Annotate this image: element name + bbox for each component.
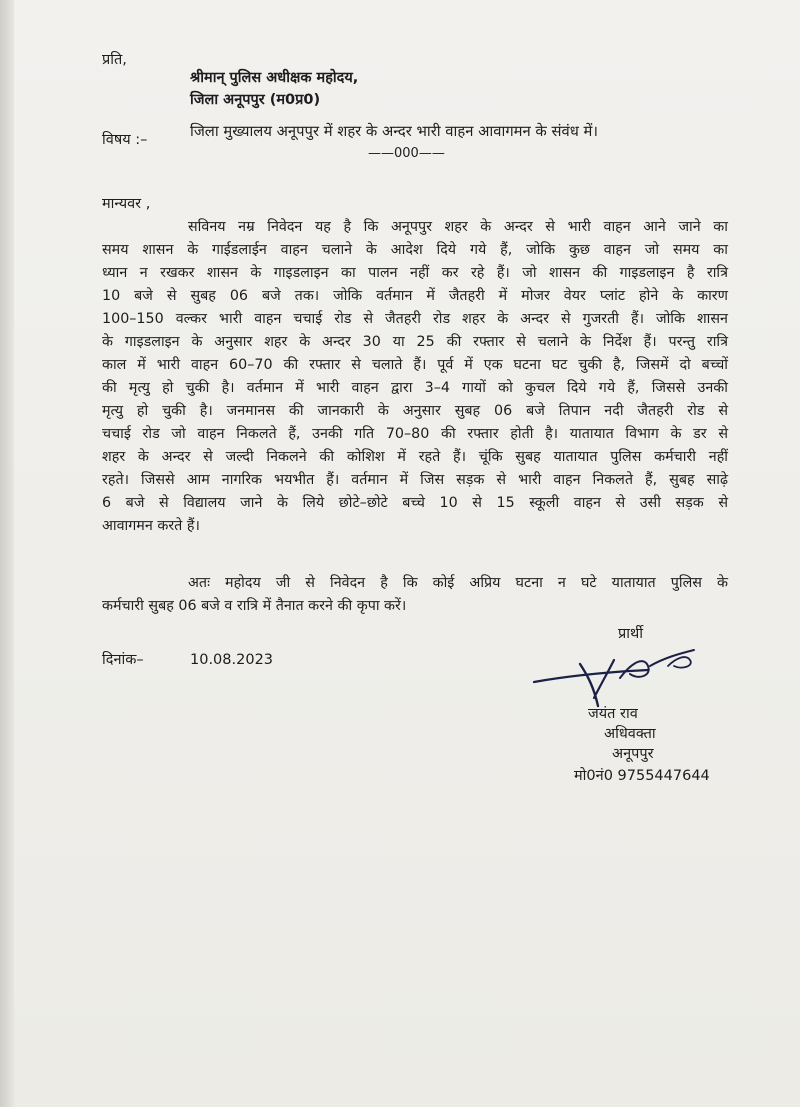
body-line: अतः महोदय जी से निवेदन है कि कोई अप्रिय घटना न घटे यातायात पुलिस के: [188, 575, 728, 591]
sender-place: अनूपपुर: [612, 746, 654, 762]
date-value: 10.08.2023: [190, 652, 274, 668]
body-line: शहर के अन्दर से जल्दी निकलने की कोशिश में रहते हैं। चूंकि सुबह यातायात पुलिस कर्मचारी नहीं: [102, 449, 728, 465]
body-line: कर्मचारी सुबह 06 बजे व रात्रि में तैनात करने की कृपा करें।: [102, 598, 407, 614]
body-line: काल में भारी वाहन 60–70 की रफ्तार से चलाते हैं। पूर्व में एक घटना घट चुकी है, जिसमें दो बच्चों: [102, 357, 728, 373]
body-paragraph-2: [102, 572, 728, 618]
body-paragraph-1: [102, 216, 728, 538]
applicant-label: प्रार्थी: [618, 626, 644, 642]
salutation-to: प्रति,: [102, 52, 127, 68]
body-line: की मृत्यु हो चुकी है। वर्तमान में भारी वाहन द्वारा 3–4 गायों को कुचल दिये गये हैं, जिससे उनकी: [102, 380, 728, 396]
sender-title: अधिवक्ता: [604, 726, 656, 742]
body-line: 6 बजे से विद्यालय जाने के लिये छोटे–छोटे बच्चे 10 से 15 स्कूली वाहन से उसी सड़क से: [102, 495, 728, 511]
greeting: मान्यवर ,: [102, 196, 151, 212]
body-line: समय शासन के गाईडलाईन वाहन चलाने के आदेश दिये गये हैं, जोकि कुछ वाहन जो समय का: [102, 242, 728, 258]
recipient-line2: जिला अनूपपुर (म0प्र0): [190, 92, 321, 108]
subject-label: विषय :–: [102, 132, 148, 148]
subject-text: जिला मुख्यालय अनूपपुर में शहर के अन्दर भारी वाहन आवागमन के संवंध में।: [190, 123, 598, 140]
date-label: दिनांक–: [102, 652, 144, 668]
body-line: के गाइडलाइन के अनुसार शहर के अन्दर 30 या 25 की रफ्तार से चलाने के निर्देश हैं। परन्तु रात्रि: [102, 334, 728, 350]
body-line: मृत्यु हो चुकी है। जनमानस की जानकारी के अनुसार सुबह 06 बजे तिपान नदी जैतहरी रोड से: [102, 403, 728, 419]
sender-name: जयंत राव: [588, 706, 638, 722]
body-line: आवागमन करते हैं।: [102, 518, 200, 534]
recipient-line1: श्रीमान् पुलिस अधीक्षक महोदय,: [190, 70, 359, 86]
body-line: रहते। जिससे आम नागरिक भयभीत हैं। वर्तमान में जिस सड़क से भारी वाहन निकलते हैं, सुबह साढ़े: [102, 472, 728, 488]
body-line: 10 बजे से सुबह 06 बजे तक। जोकि वर्तमान में जैतहरी में मोजर वेयर प्लांट होने के कारण: [102, 288, 728, 304]
page-shadow-edge: [0, 0, 14, 1107]
body-line: सविनय नम्र निवेदन यह है कि अनूपपुर शहर के अन्दर से भारी वाहन आने जाने का: [188, 219, 728, 235]
body-line: ध्यान न रखकर शासन के गाइडलाइन का पालन नहीं कर रहे हैं। जो शासन की गाइडलाइन है रात्रि: [102, 265, 728, 281]
body-line: 100–150 वल्कर भारी वाहन चचाई रोड से जैतहरी रोड शहर के अन्दर से गुजरती हैं। जोकि शासन: [102, 311, 728, 327]
sender-mobile: मो0नं0 9755447644: [574, 768, 710, 784]
body-line: चचाई रोड जो वाहन निकलते हैं, उनकी गति 70–80 की रफ्तार होती है। यातायात विभाग के डर से: [102, 426, 728, 442]
separator: ——000——: [368, 146, 445, 161]
